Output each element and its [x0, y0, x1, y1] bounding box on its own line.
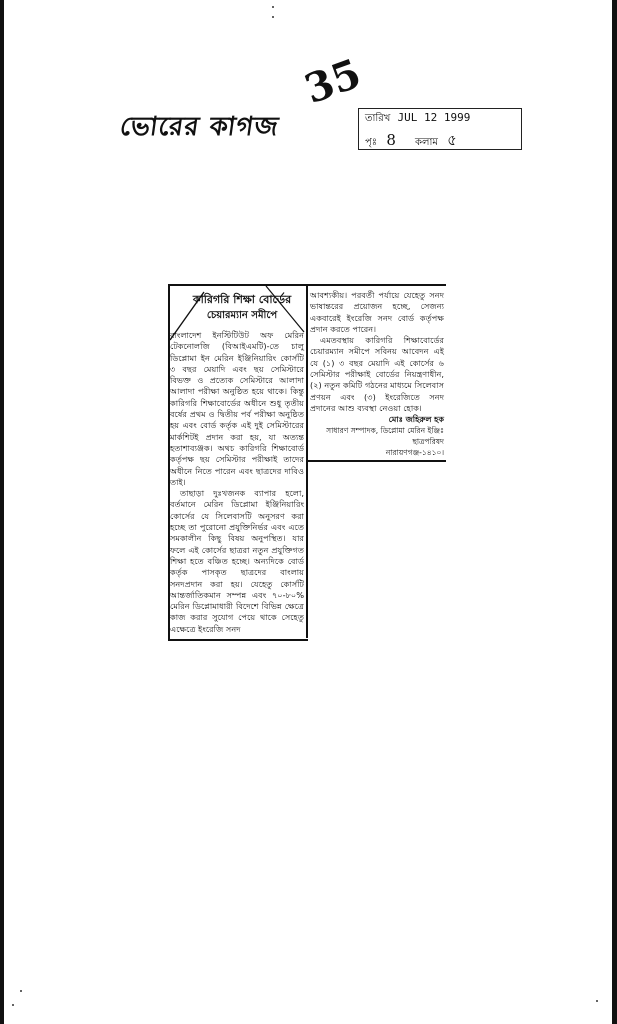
signature-place: নারায়ণগঞ্জ-১৪১০। [385, 448, 444, 458]
clipping-bottom-rule [168, 639, 308, 641]
stamp-date-row [365, 111, 470, 128]
signature-title: সাধারণ সম্পাদক, ডিপ্লোমা মেরিন ইঞ্জিঃ ছাত্রপরিষদ [326, 426, 444, 447]
headline-line-2: চেয়ারম্যান সমীপে [206, 310, 278, 321]
newspaper-masthead: ভোরের কাগজ [118, 112, 281, 142]
scan-speck [20, 990, 22, 992]
signature-name: মোঃ জহিরুল হক [388, 415, 444, 425]
article-column-1 [170, 330, 304, 635]
clipping-right-bottom-rule [306, 460, 446, 462]
date-stamp [358, 108, 522, 150]
stamp-page-label: পৃঃ [365, 137, 378, 148]
paragraph: তাছাড়া দুঃখজনক ব্যাপার হলো, বর্তমানে মেরিন ডিপ্লোমা ইঞ্জিনিয়ারিং কোর্সের যে সিলেবাসটি অনুসরণ করা হচ্ছে তা পুরোনো প্রযুক্তিনির্ভর এবং এতে সমকালীন কিছু বিষয় অনুপস্থিত। যার ফলে এই কোর্সের ছাত্ররা নতুন প্রযুক্তিগত শিক্ষা হতে বঞ্চিত হচ্ছে। অন্যদিকে বোর্ড কর্তৃক পাসকৃত ছাত্রদের বাংলায় সনদপ্রদান করা হয়। যেহেতু কোর্সটি আন্তর্জাতিকমান সম্পন্ন এবং ৭০-৮০% মেরিন ডিপ্লোমাধারী বিদেশে বিভিন্ন ক্ষেত্রে কাজ করার সুযোগ পেয়ে থাকে সেহেতু এক্ষেত্রে ইংরেজি সনদ [170, 488, 304, 634]
headline-line-1: কারিগরি শিক্ষা বোর্ডের [192, 293, 292, 306]
scan-right-edge [612, 0, 617, 1024]
scan-speck [272, 6, 274, 8]
article-column-2 [310, 290, 444, 458]
handwritten-page-number: 35 [298, 49, 368, 114]
paragraph: এমতবস্থায় কারিগরি শিক্ষাবোর্ডের চেয়ারম্যান সমীপে সবিনয় আবেদন এই যে (১) ৩ বছর মেয়াদি এই কোর্সের ৬ সেমিস্টার পরীক্ষাই বোর্ডের নিয়ন্ত্রণাধীন, (২) নতুন কমিটি গঠনের মাধ্যমে সিলেবাস প্রণয়ন এবং (৩) ইংরেজিতে সনদ প্রদানের আশু ব্যবস্থা নেওয়া হোক। [310, 335, 444, 413]
scan-speck [272, 16, 274, 18]
paragraph: আবশ্যকীয়। পরবর্তী পর্যায়ে যেহেতু সনদ ভাষান্তরের প্রয়োজন হচ্ছে, সেজন্য একবারেই ইংরেজি সনদ বোর্ড কর্তৃপক্ষ প্রদান করতে পারেন। [310, 290, 444, 334]
scan-speck [596, 1000, 598, 1002]
stamp-column-value: ৫ [447, 131, 457, 149]
article-headline [183, 292, 301, 323]
stamp-page-value: 8 [386, 131, 396, 149]
stamp-date-value: JUL 12 1999 [397, 111, 471, 124]
scan-left-edge [0, 0, 4, 1024]
scan-speck [12, 1004, 14, 1006]
stamp-page-row [365, 129, 473, 154]
paragraph: বাংলাদেশ ইনস্টিটিউট অফ মেরিন টেকনোলজি (বিআইএমটি)-তে চালু ডিপ্লোমা ইন মেরিন ইঞ্জিনিয়ারিং কোর্সটি ৩ বছর মেয়াদি এবং ছয় সেমিস্টারে বিভক্ত ও প্রত্যেক সেমিস্টারে আলাদা আলাদা পরীক্ষা অনুষ্ঠিত হয়ে থাকে। কিন্তু কারিগরি শিক্ষাবোর্ডের অধীনে শুধু তৃতীয় বর্ষের প্রথম ও দ্বিতীয় পর্ব পরীক্ষা অনুষ্ঠিত হয় এবং বোর্ড কর্তৃক এই দুই সেমিস্টারের মার্কশিটই প্রদান করা হয়, যা অত্যন্ত হতাশাব্যঞ্জক। অথচ কারিগরি শিক্ষাবোর্ড কর্তৃপক্ষ ছয় সেমিস্টার পরীক্ষাই তাদের অধীনে নিতে পারেন এবং ছাত্রদের দাবিও তাই। [170, 330, 304, 487]
signature-block [310, 414, 444, 458]
stamp-date-label: তারিখ [365, 113, 391, 124]
stamp-column-label: কলাম [415, 137, 438, 148]
